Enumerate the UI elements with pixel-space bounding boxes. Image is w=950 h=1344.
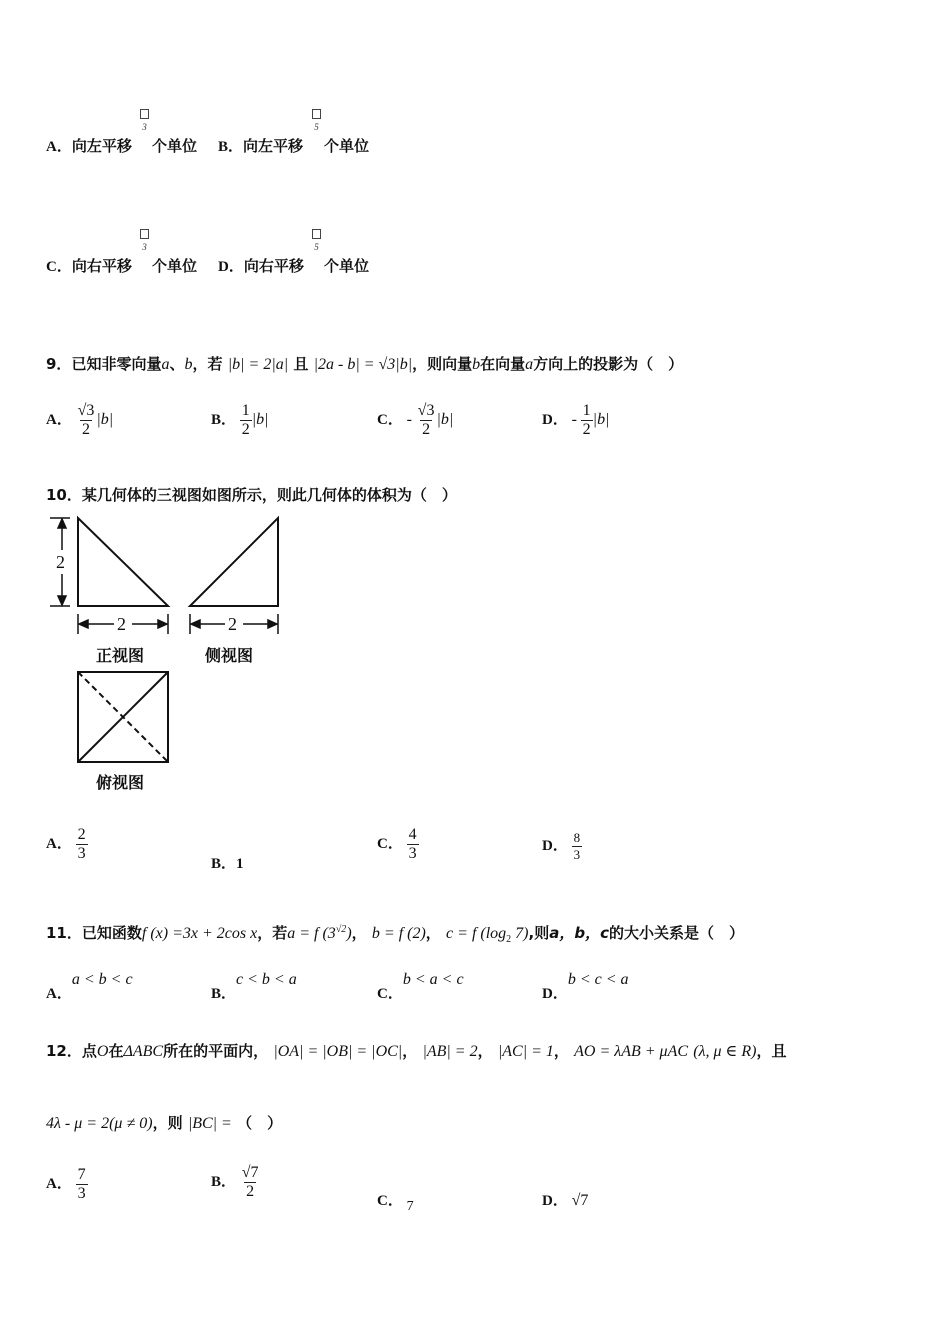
- q12-option-b[interactable]: B． $\frac{√7}{2}$: [211, 1164, 259, 1200]
- q8-c-fraction: 3: [140, 228, 149, 253]
- q12-option-a[interactable]: A． $\frac{7}{3}$: [46, 1166, 86, 1202]
- q8-option-d[interactable]: D．向右平移: [218, 259, 304, 275]
- q8-b-fraction: 5: [312, 108, 321, 133]
- q9-option-b[interactable]: B． $\frac{1}{2}$ |b|: [211, 402, 269, 438]
- dim-side-width: 2: [228, 614, 237, 634]
- q8-d-fraction: 5: [312, 228, 321, 253]
- q8-d-tail: 个单位: [324, 259, 370, 275]
- q8-b-tail: 个单位: [324, 139, 370, 155]
- q9-stem: 9．已知非零向量a、b，若 |b| = 2|a| 且 |2a - b| = √3|b|，则向量b在向量a方向上的投影为（ ）: [46, 355, 684, 373]
- q10-option-d[interactable]: D． $\frac{8}{3}$: [542, 830, 581, 862]
- three-view-figure: [40, 510, 300, 800]
- q10-option-a[interactable]: A． $\frac{2}{3}$: [46, 826, 86, 862]
- q11-stem: 11．已知函数f (x) =3x + 2cos x，若a = f $(3^{√2})$， b = f (2)， c = f ($\log_2$ 7),则a，b，c的大小关系是（ ）: [46, 924, 744, 945]
- side-view-triangle: [190, 518, 278, 606]
- q10-option-c[interactable]: C． $\frac{4}{3}$: [377, 826, 417, 862]
- q9-option-d[interactable]: D． - $\frac{1}{2}$ |b|: [542, 402, 610, 438]
- q10-stem: 10．某几何体的三视图如图所示，则此几何体的体积为（ ）: [46, 486, 457, 504]
- dim-front-width: 2: [117, 614, 126, 634]
- q10-option-b[interactable]: B．1: [211, 856, 244, 872]
- q12-stem-line2: 4λ - μ = 2(μ ≠ 0)，则 |BC| = （ ）: [46, 1114, 283, 1132]
- dim-height: 2: [56, 552, 65, 572]
- q8-option-a[interactable]: A．向左平移: [46, 139, 132, 155]
- q12-option-c[interactable]: C． 7: [377, 1193, 414, 1214]
- q9-option-c[interactable]: C． - $\frac{√3}{2}$ |b|: [377, 402, 454, 438]
- q11-option-c[interactable]: C．b < a < c: [377, 971, 464, 1002]
- top-view-label: 俯视图: [96, 773, 145, 792]
- q8-a-tail: 个单位: [152, 139, 198, 155]
- q12-stem-line1: 12．点O在ΔABC所在的平面内， |OA| = |OB| = |OC|， |AB| = 2， |AC| = 1， AO = λAB + μAC (λ, μ ∈ R)，且: [46, 1042, 787, 1060]
- q8-c-tail: 个单位: [152, 259, 198, 275]
- front-view-triangle: [78, 518, 168, 606]
- q11-option-a[interactable]: A．a < b < c: [46, 971, 133, 1002]
- q12-option-d[interactable]: D． √7: [542, 1192, 589, 1209]
- q11-option-d[interactable]: D．b < c < a: [542, 971, 629, 1002]
- q11-option-b[interactable]: B．c < b < a: [211, 971, 297, 1002]
- q9-option-a[interactable]: A． $\frac{√3}{2}$ |b|: [46, 402, 114, 438]
- q8-option-c[interactable]: C．向右平移: [46, 259, 132, 275]
- front-view-label: 正视图: [96, 646, 145, 665]
- side-view-label: 侧视图: [205, 646, 254, 665]
- q8-option-b[interactable]: B．向左平移: [218, 139, 304, 155]
- q8-a-fraction: 3: [140, 108, 149, 133]
